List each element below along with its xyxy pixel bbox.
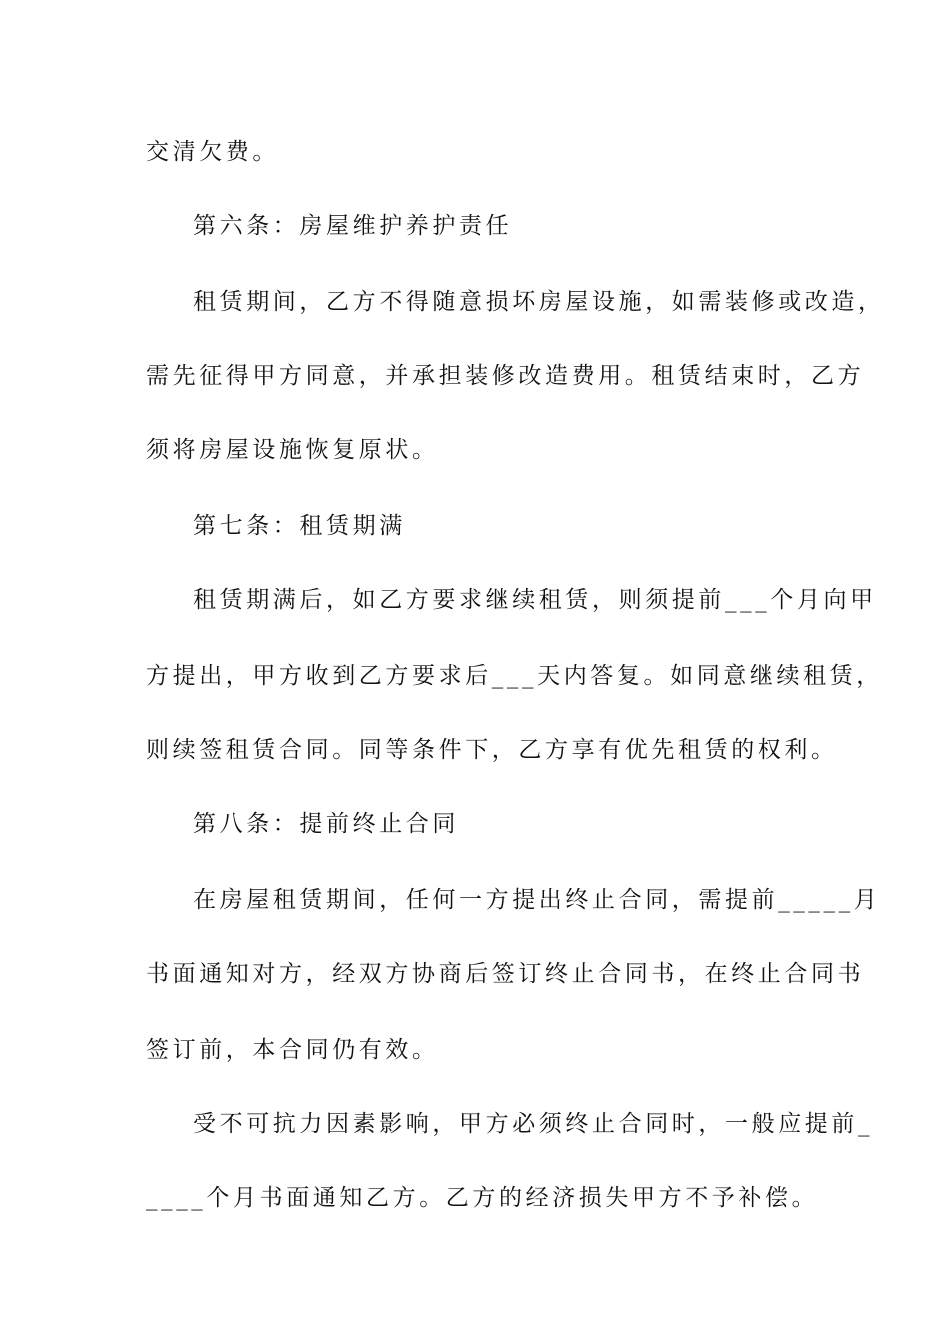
- text-line: 交清欠费。: [146, 139, 279, 165]
- text-line: 须将房屋设施恢复原状。: [146, 437, 439, 463]
- text-line: 书面通知对方，经双方协商后签订终止合同书，在终止合同书: [146, 961, 865, 987]
- text-line: 受不可抗力因素影响，甲方必须终止合同时，一般应提前_: [193, 1111, 874, 1137]
- text-line: 租赁期满后，如乙方要求继续租赁，则须提前___个月向甲: [193, 587, 877, 613]
- section-heading-7: 第七条：租赁期满: [193, 513, 406, 539]
- text-line: 需先征得甲方同意，并承担装修改造费用。租赁结束时，乙方: [146, 363, 865, 389]
- text-line: 签订前，本合同仍有效。: [146, 1037, 439, 1063]
- text-line: 租赁期间，乙方不得随意损坏房屋设施，如需装修或改造，: [193, 289, 885, 315]
- text-line: 方提出，甲方收到乙方要求后___天内答复。如同意继续租赁，: [146, 663, 883, 689]
- section-heading-8: 第八条：提前终止合同: [193, 811, 459, 837]
- section-heading-6: 第六条：房屋维护养护责任: [193, 213, 513, 239]
- text-line: ____个月书面通知乙方。乙方的经济损失甲方不予补偿。: [146, 1185, 819, 1211]
- text-line: 在房屋租赁期间，任何一方提出终止合同，需提前_____月: [193, 887, 881, 913]
- text-line: 则续签租赁合同。同等条件下，乙方享有优先租赁的权利。: [146, 737, 838, 763]
